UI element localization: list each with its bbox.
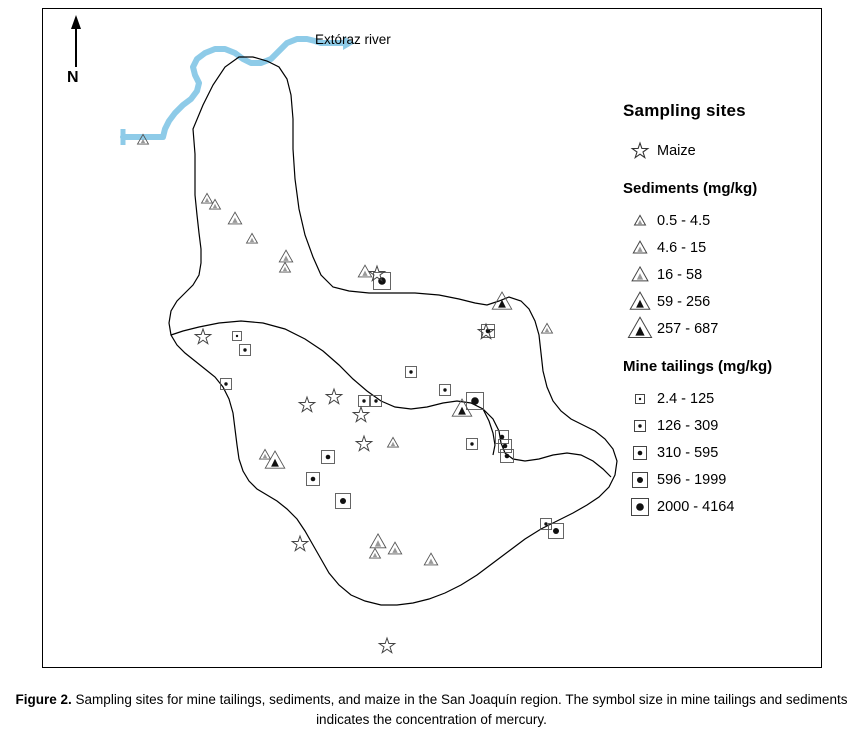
river-label: Extóraz river <box>315 32 391 47</box>
tailing-site-marker <box>496 431 509 444</box>
sediment-site-marker <box>279 250 292 262</box>
legend-label: 4.6 - 15 <box>657 239 707 256</box>
legend-item <box>623 207 822 234</box>
maize-site-marker <box>195 329 211 344</box>
legend-label: 257 - 687 <box>657 320 719 337</box>
north-arrow-icon <box>71 15 81 67</box>
legend-item <box>623 261 822 288</box>
square-dot-icon <box>623 494 657 520</box>
legend-heading-sediments: Sediments (mg/kg) <box>623 180 758 197</box>
maize-symbols-layer <box>195 266 494 653</box>
caption-text: Sampling sites for mine tailings, sediments, and maize in the San Joaquín region. The symbol size in mine tailings and sediments indicates the concentration of mercury. <box>71 692 848 727</box>
triangle-icon <box>623 316 657 342</box>
legend-label: 59 - 256 <box>657 293 711 310</box>
maize-site-marker <box>299 397 315 412</box>
legend-label: 2.4 - 125 <box>657 390 715 407</box>
sediment-site-marker <box>202 193 213 203</box>
sediment-site-marker <box>370 534 386 548</box>
triangle-icon <box>623 289 657 315</box>
tailing-site-marker <box>440 385 451 396</box>
sediment-site-marker <box>280 262 291 272</box>
maize-site-marker <box>326 389 342 404</box>
legend-item <box>623 412 822 439</box>
tailing-site-marker <box>322 451 335 464</box>
legend-item <box>623 466 822 493</box>
map-frame <box>42 8 822 668</box>
tailing-site-marker <box>467 393 484 410</box>
maize-site-marker <box>353 407 369 422</box>
sediment-site-marker <box>247 233 258 243</box>
sediment-site-marker <box>492 292 511 309</box>
legend-item <box>623 493 822 520</box>
sediment-site-marker <box>542 323 553 333</box>
square-dot-icon <box>623 440 657 466</box>
square-dot-icon <box>623 467 657 493</box>
legend-group-tailings <box>623 385 822 520</box>
legend-label: 310 - 595 <box>657 444 719 461</box>
legend-item <box>623 234 822 261</box>
legend-label-maize: Maize <box>657 142 696 159</box>
legend-label: 2000 - 4164 <box>657 498 735 515</box>
caption-label: Figure 2. <box>15 692 72 707</box>
legend <box>623 101 822 520</box>
square-dot-icon <box>623 386 657 412</box>
sediment-site-marker <box>228 212 241 224</box>
maize-site-marker <box>356 436 372 451</box>
tailing-site-marker <box>221 379 232 390</box>
legend-title: Sampling sites <box>623 101 746 120</box>
legend-label: 126 - 309 <box>657 417 719 434</box>
tailing-site-marker <box>307 473 320 486</box>
sediment-site-marker <box>265 451 284 468</box>
tailing-site-marker <box>359 396 370 407</box>
sediment-site-marker <box>424 553 437 565</box>
sediment-site-marker <box>260 449 271 459</box>
river-path <box>123 36 355 145</box>
legend-heading-tailings: Mine tailings (mg/kg) <box>623 358 773 375</box>
legend-item-maize <box>623 137 822 164</box>
sediment-site-marker <box>370 548 381 558</box>
tailing-site-marker <box>467 439 478 450</box>
figure-caption <box>4 690 859 729</box>
sediment-site-marker <box>388 542 401 554</box>
legend-label: 0.5 - 4.5 <box>657 212 711 229</box>
star-icon <box>623 141 657 161</box>
maize-site-marker <box>379 638 395 653</box>
tailing-site-marker <box>233 332 242 341</box>
north-label: N <box>67 69 79 86</box>
legend-group-sediments <box>623 207 822 342</box>
legend-item <box>623 315 822 342</box>
square-dot-icon <box>623 413 657 439</box>
tailing-site-marker <box>406 367 417 378</box>
maize-site-marker <box>292 536 308 551</box>
tailing-site-marker <box>240 345 251 356</box>
legend-item <box>623 439 822 466</box>
tailing-site-marker <box>336 494 351 509</box>
legend-label: 596 - 1999 <box>657 471 727 488</box>
triangle-icon <box>623 208 657 234</box>
legend-item <box>623 385 822 412</box>
legend-item <box>623 288 822 315</box>
triangle-icon <box>623 235 657 261</box>
triangle-icon <box>623 262 657 288</box>
region-outline <box>169 57 617 605</box>
tailing-site-marker <box>549 524 564 539</box>
legend-label: 16 - 58 <box>657 266 703 283</box>
sediment-site-marker <box>388 437 399 447</box>
